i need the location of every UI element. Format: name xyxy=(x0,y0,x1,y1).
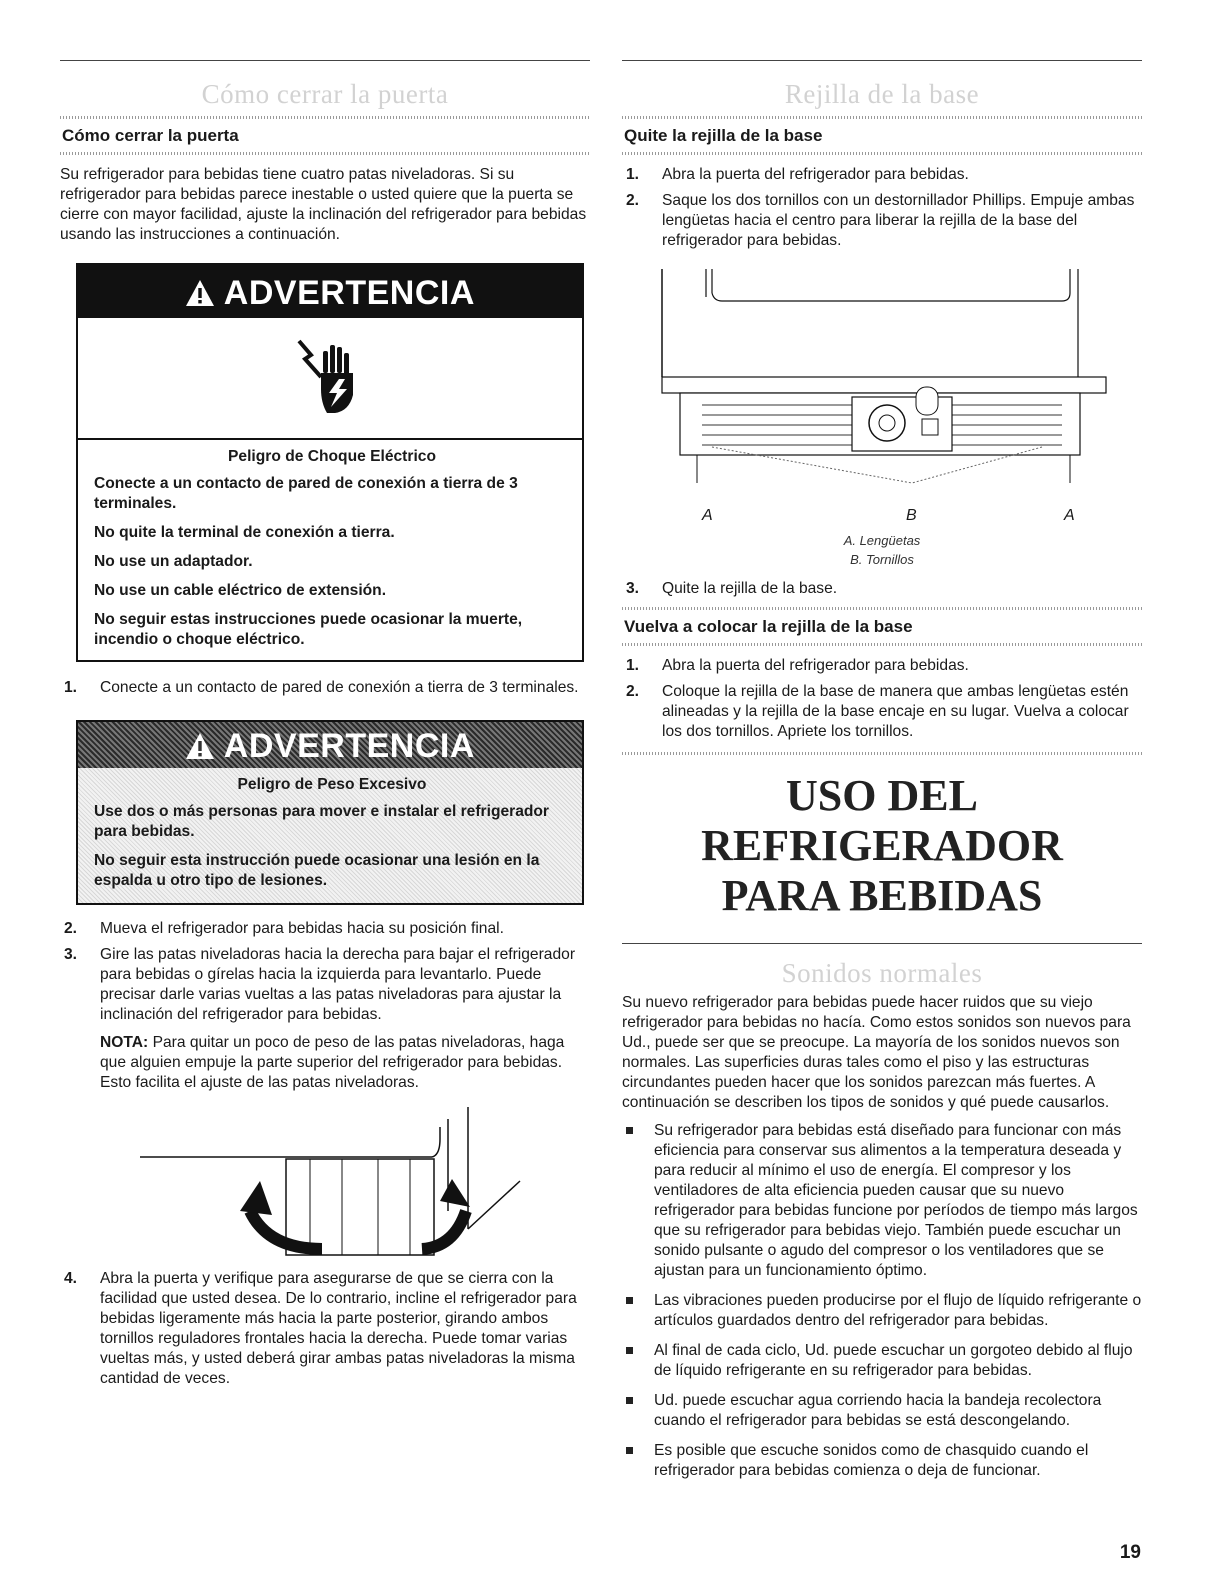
steps-list xyxy=(60,919,590,1093)
list-item: 3. Gire las patas niveladoras hacia la derecha para bajar el refrigerador para bebidas o gírelas hacia la izquierda para levantarlo. Puede precisar darle varias vueltas a las patas niveladoras para ajustar la inclinación del refrigerador para bebidas. NOTA: Para quitar un poco de peso de las patas niveladoras, haga que alguien empuje la parte superior del refrigerador para bebidas. Esto facilita el ajuste de las patas niveladoras. xyxy=(60,945,590,1093)
divider xyxy=(622,116,1142,119)
label-a: A xyxy=(1064,507,1075,524)
warning-title: ADVERTENCIA xyxy=(78,265,582,318)
warning-line: No use un adaptador. xyxy=(94,553,253,570)
section-title: Rejilla de la base xyxy=(784,79,980,109)
list-item: Las vibraciones pueden producirse por el flujo de líquido refrigerante o artículos guardados dentro del refrigerador para bebidas. xyxy=(622,1291,1142,1331)
warning-triangle-icon xyxy=(185,727,224,765)
list-item: 1. Conecte a un contacto de pared de conexión a tierra de 3 terminales. xyxy=(64,679,579,696)
divider xyxy=(622,607,1142,610)
list-item: 2. Coloque la rejilla de la base de manera que ambas lengüetas estén alineadas y la rejilla de la base encaje en su lugar. Vuelva a colocar los dos tornillos. Apriete los tornillos. xyxy=(626,683,1129,740)
steps-list xyxy=(60,1269,590,1389)
intro-paragraph: Su refrigerador para bebidas tiene cuatro patas niveladoras. Si su refrigerador para bebidas parece inestable o usted quiere que la puerta se cierre con mayor facilidad, ajuste la inclinación del refrigerador para bebidas usando las instrucciones a continuación. xyxy=(60,166,587,243)
base-grille-diagram xyxy=(622,257,1142,507)
divider xyxy=(60,152,590,155)
subheading: Quite la rejilla de la base xyxy=(624,126,823,145)
list-item: 1. Abra la puerta del refrigerador para bebidas. xyxy=(626,657,969,674)
divider xyxy=(622,752,1142,755)
diagram-labels xyxy=(622,507,1142,531)
section-title: Sonidos normales xyxy=(781,958,983,988)
right-column xyxy=(622,60,1142,1491)
leveling-leg-illustration xyxy=(60,1099,590,1269)
page-number: 19 xyxy=(1119,1542,1141,1563)
sounds-intro: Su nuevo refrigerador para bebidas puede hacer ruidos que su viejo refrigerador para bebidas no hacía. Como estos sonidos son nuevos para Ud., puede ser que se preocupe. La mayoría de los sonidos nuevos son normales. Las superficies duras tales como el piso y las estructuras circundantes pueden hacer que los sonidos parezcan más fuertes. A continuación se describen los tipos de sonidos y qué puede causarlos. xyxy=(622,994,1131,1111)
label-b: B xyxy=(906,507,917,524)
list-item: 3. Quite la rejilla de la base. xyxy=(626,580,838,597)
warning-line: Use dos o más personas para mover e instalar el refrigerador para bebidas. xyxy=(94,803,550,840)
warning-box-weight xyxy=(76,720,584,905)
divider xyxy=(622,152,1142,155)
caption: B. Tornillos xyxy=(850,552,914,567)
warning-triangle-icon xyxy=(185,274,224,312)
warning-title: ADVERTENCIA xyxy=(78,722,582,768)
warning-caption: Peligro de Choque Eléctrico xyxy=(228,448,436,465)
caption: A. Lengüetas xyxy=(843,533,921,548)
label-a: A xyxy=(702,507,713,524)
steps-list xyxy=(60,678,590,698)
subheading: Vuelva a colocar la rejilla de la base xyxy=(624,617,913,636)
warning-caption: Peligro de Peso Excesivo xyxy=(237,776,427,793)
warning-box-electric xyxy=(76,263,584,662)
left-column xyxy=(60,60,590,1395)
list-item: Al final de cada ciclo, Ud. puede escuchar un gorgoteo debido al flujo de líquido refrigerante en su refrigerador para bebidas. xyxy=(622,1341,1142,1381)
section-title: Cómo cerrar la puerta xyxy=(201,79,449,109)
list-item: 2. Mueva el refrigerador para bebidas hacia su posición final. xyxy=(64,920,504,937)
section-rule xyxy=(60,60,590,61)
list-item: 2. Saque los dos tornillos con un destornillador Phillips. Empuje ambas lengüetas hacia el centro para liberar la rejilla de la base del refrigerador para bebidas. xyxy=(626,192,1135,249)
chapter-title: USO DEL REFRIGERADOR PARA BEBIDAS xyxy=(701,771,1063,920)
warning-line: No seguir esta instrucción puede ocasionar una lesión en la espalda u otro tipo de lesiones. xyxy=(94,852,540,889)
divider xyxy=(622,643,1142,646)
list-item: Es posible que escuche sonidos como de chasquido cuando el refrigerador para bebidas comienza o deja de funcionar. xyxy=(622,1441,1142,1481)
steps-list xyxy=(622,656,1142,742)
electric-shock-icon xyxy=(78,318,582,440)
warning-line: No seguir estas instrucciones puede ocasionar la muerte, incendio o choque eléctrico. xyxy=(94,611,523,648)
list-item: Su refrigerador para bebidas está diseñado para funcionar con más eficiencia para conservar sus alimentos a la temperatura deseada y para reducir al mínimo el uso de energía. El compresor y los ventiladores de alta eficiencia pueden causar que su nuevo refrigerador para bebidas funcione por períodos de tiempo más largos que su refrigerador para bebidas viejo. También puede escuchar un sonido pulsante o agudo del compresor o los ventiladores que se ajustan para un funcionamiento óptimo. xyxy=(622,1121,1142,1281)
note: NOTA: Para quitar un poco de peso de las patas niveladoras, haga que alguien empuje la parte superior del refrigerador para bebidas. Esto facilita el ajuste de las patas niveladoras. xyxy=(100,1034,565,1091)
divider xyxy=(60,116,590,119)
warning-line: No use un cable eléctrico de extensión. xyxy=(94,582,387,599)
list-item: Ud. puede escuchar agua corriendo hacia la bandeja recolectora cuando el refrigerador para bebidas se está descongelando. xyxy=(622,1391,1142,1431)
list-item: 1. Abra la puerta del refrigerador para bebidas. xyxy=(626,166,969,183)
steps-list xyxy=(622,579,1142,599)
list-item: 4. Abra la puerta y verifique para asegurarse de que se cierra con la facilidad que usted desea. De lo contrario, incline el refrigerador para bebidas ligeramente más hacia la parte posterior, girando ambos tornillos reguladores frontales hacia la derecha. Puede tomar varias vueltas más, y usted deberá girar ambas patas niveladoras la misma cantidad de veces. xyxy=(64,1270,577,1387)
subheading: Cómo cerrar la puerta xyxy=(62,126,239,145)
warning-line: No quite la terminal de conexión a tierra. xyxy=(94,524,395,541)
section-rule xyxy=(622,60,1142,61)
steps-list xyxy=(622,165,1142,251)
section-rule xyxy=(622,943,1142,944)
sounds-list xyxy=(622,1121,1142,1481)
warning-line: Conecte a un contacto de pared de conexión a tierra de 3 terminales. xyxy=(94,475,518,512)
